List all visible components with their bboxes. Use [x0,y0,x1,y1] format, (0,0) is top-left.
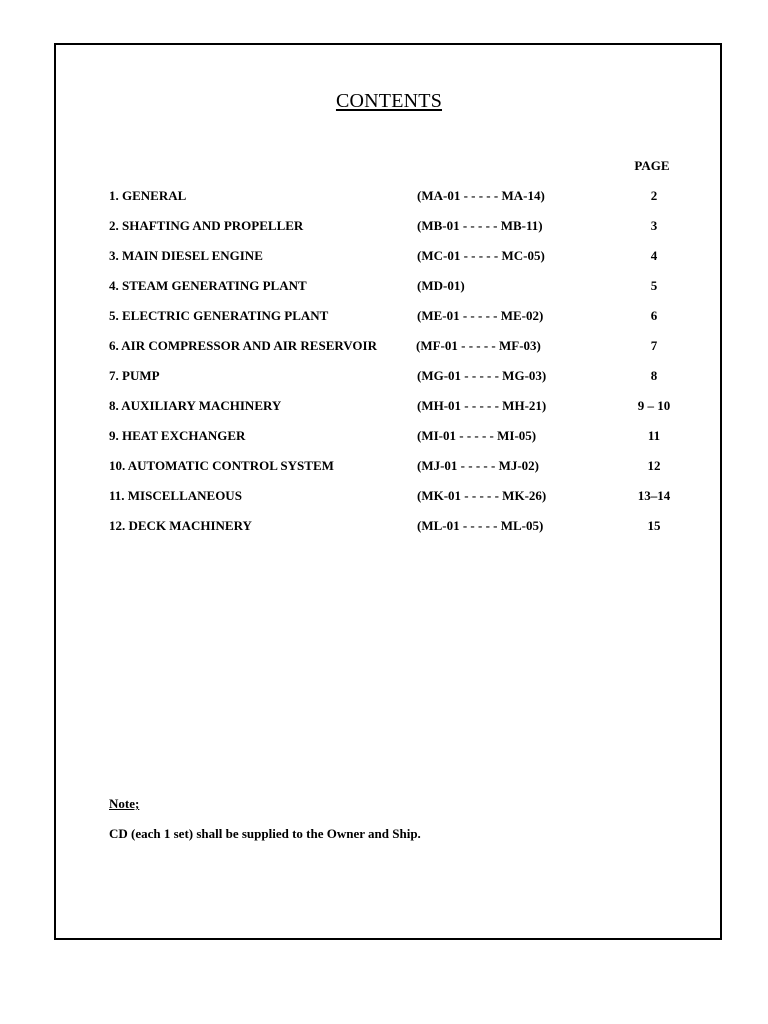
toc-entry [0,308,768,326]
toc-entry-page: 11 [647,428,661,443]
toc-entry-page: 6 [650,308,658,323]
toc-entry-page: 15 [647,518,661,533]
toc-entry [0,218,768,236]
note-label: Note; [109,796,140,811]
toc-entry-page: 7 [650,338,658,353]
note-text: CD (each 1 set) shall be supplied to the Owner and Ship. [109,826,421,841]
toc-entry-title: 4. STEAM GENERATING PLANT [109,278,307,293]
page-title: CONTENTS [335,90,443,112]
page-column-header: PAGE [634,158,670,173]
toc-entry-range: (MC-01 - - - - - MC-05) [417,248,545,263]
toc-entry-range: (MI-01 - - - - - MI-05) [417,428,537,443]
toc-entry-range: (ME-01 - - - - - ME-02) [417,308,544,323]
toc-entry-title: 8. AUXILIARY MACHINERY [109,398,282,413]
toc-entry [0,368,768,386]
toc-entry-page: 2 [650,188,658,203]
toc-entry-title: 1. GENERAL [109,188,187,203]
toc-entry-page: 13–14 [637,488,671,503]
toc-entry-range: (MB-01 - - - - - MB-11) [417,218,543,233]
toc-entry [0,488,768,506]
toc-entry-title: 2. SHAFTING AND PROPELLER [109,218,304,233]
toc-entry-range: (MK-01 - - - - - MK-26) [417,488,547,503]
toc-entry-range: (MG-01 - - - - - MG-03) [417,368,547,383]
toc-entry-page: 8 [650,368,658,383]
toc-entry-range: (MA-01 - - - - - MA-14) [417,188,545,203]
toc-entry [0,278,768,296]
toc-entry [0,338,768,356]
toc-entry-range: (MD-01) [417,278,465,293]
toc-entry-title: 6. AIR COMPRESSOR AND AIR RESERVOIR [109,338,377,353]
toc-entry-page: 9 – 10 [637,398,671,413]
toc-entry [0,458,768,476]
toc-entry-page: 4 [650,248,658,263]
toc-entry-page: 5 [650,278,658,293]
toc-entry-title: 9. HEAT EXCHANGER [109,428,246,443]
toc-entry [0,398,768,416]
toc-entry [0,428,768,446]
toc-entry-range: (ML-01 - - - - - ML-05) [417,518,544,533]
toc-entry-title: 10. AUTOMATIC CONTROL SYSTEM [109,458,334,473]
toc-entry-page: 12 [647,458,661,473]
toc-entry-title: 7. PUMP [109,368,160,383]
toc-entry [0,248,768,266]
toc-entry [0,188,768,206]
toc-entry-range: (MF-01 - - - - - MF-03) [416,338,541,353]
toc-entry-title: 11. MISCELLANEOUS [109,488,242,503]
toc-entry-range: (MH-01 - - - - - MH-21) [417,398,547,413]
toc-entry-page: 3 [650,218,658,233]
toc-entry-title: 5. ELECTRIC GENERATING PLANT [109,308,329,323]
toc-entry-title: 3. MAIN DIESEL ENGINE [109,248,263,263]
toc-entry-title: 12. DECK MACHINERY [109,518,252,533]
toc-entry-range: (MJ-01 - - - - - MJ-02) [417,458,540,473]
toc-entry [0,518,768,536]
